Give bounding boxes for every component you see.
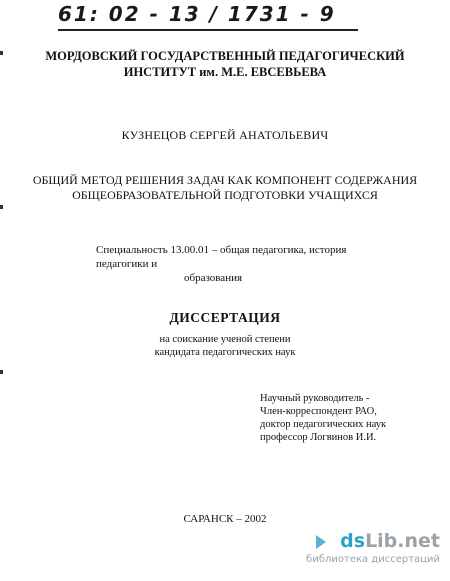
author-name: КУЗНЕЦОВ СЕРГЕЙ АНАТОЛЬЕВИЧ [121,128,329,142]
supervisor-line-4: профессор Логвинов И.И. [260,432,377,443]
dslib-subtitle: библиотека диссертаций [306,554,440,565]
supervisor-line-3: доктор педагогических наук [260,419,387,430]
supervisor-block [260,392,386,444]
scan-margin-mark [0,370,3,374]
dslib-logo-rest: Lib.net [365,530,440,552]
dslib-watermark[interactable] [306,530,440,576]
city-year: САРАНСК – 2002 [183,513,267,525]
dslib-logo-text [340,530,440,552]
thesis-title-line-1: ОБЩИЙ МЕТОД РЕШЕНИЯ ЗАДАЧ КАК КОМПОНЕНТ СОДЕРЖАНИЯ [32,173,418,187]
degree-line-1: на соискание ученой степени [159,334,291,345]
supervisor-line-1: Научный руководитель - [260,393,370,404]
document-type: ДИССЕРТАЦИЯ [169,310,281,325]
specialty-line-1: Специальность 13.00.01 – общая педагогика, история педагогики и [96,244,347,270]
dslib-logo-icon [314,533,328,551]
dslib-logo-prefix: ds [340,530,366,552]
specialty [96,243,396,285]
institution-line-1: МОРДОВСКИЙ ГОСУДАРСТВЕННЫЙ ПЕДАГОГИЧЕСКИЙ [45,49,405,63]
archive-number: 61: 02 - 13 / 1731 - 9 [58,2,336,26]
archive-number-handwritten [58,2,358,32]
scan-margin-mark [0,51,3,55]
degree-line-2: кандидата педагогических наук [154,347,296,358]
supervisor-line-2: Член-корреспондент РАО, [260,406,377,417]
scan-margin-mark [0,205,3,209]
thesis-title-line-2: ОБЩЕОБРАЗОВАТЕЛЬНОЙ ПОДГОТОВКИ УЧАЩИХСЯ [72,188,378,202]
institution-line-2: ИНСТИТУТ им. М.Е. ЕВСЕВЬЕВА [123,65,327,79]
archive-number-underline [58,29,358,31]
specialty-line-2: образования [184,272,243,284]
